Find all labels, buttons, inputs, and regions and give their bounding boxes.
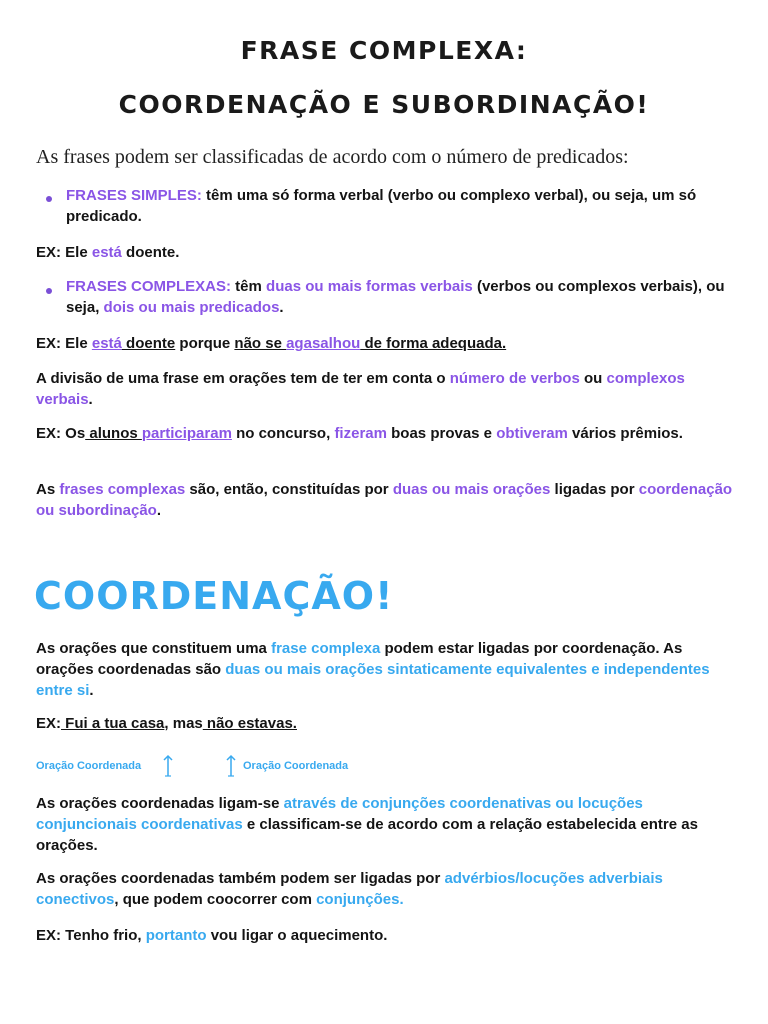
text: ligadas por [550, 481, 639, 498]
underlined-text: não estavas. [202, 715, 297, 732]
highlight: complexos verbais [36, 370, 685, 408]
highlight: coordenação ou subordinação [36, 481, 733, 519]
verb-highlight: fizeram [334, 425, 387, 442]
highlight: frase complexa [271, 640, 381, 657]
underlined-text: não se [234, 335, 287, 352]
text: As orações coordenadas também podem ser ligadas por [36, 870, 445, 887]
example-prefix: EX: [36, 715, 62, 732]
bullet-frases-simples [66, 185, 726, 227]
summary-paragraph [36, 479, 736, 521]
coordination-adverbs-paragraph [36, 868, 736, 910]
text: ou [579, 370, 607, 387]
underlined-text: Fui a tua casa [61, 715, 165, 732]
verb-highlight: participaram [141, 425, 232, 442]
example-prefix: EX: Tenho frio, [36, 927, 146, 944]
section-heading: COORDENAÇÃO! [34, 574, 394, 618]
text: (verbos ou complexos verbais), ou seja, [66, 278, 725, 316]
bullet-frases-complexas [66, 276, 726, 318]
text: vários prêmios. [567, 425, 683, 442]
highlight: conjunções. [316, 891, 404, 908]
text: , que podem coocorrer com [114, 891, 317, 908]
coordination-link-paragraph [36, 793, 736, 856]
text: . [156, 502, 162, 519]
highlight: duas ou mais orações sintaticamente equivalentes e independentes entre si [36, 661, 710, 699]
highlight: advérbios/locuções adverbiais conectivos [36, 870, 663, 908]
underlined-text: de forma adequada. [360, 335, 507, 352]
highlight: dois ou mais predicados [103, 299, 280, 316]
verb-highlight: está [91, 244, 122, 261]
example-2 [36, 333, 736, 354]
text: podem estar ligadas por coordenação. As orações coordenadas são [36, 640, 683, 678]
verb-highlight: obtiveram [496, 425, 568, 442]
text: A divisão de uma frase em orações tem de ter em conta o [36, 370, 450, 387]
example-3 [36, 423, 736, 444]
text: boas provas e [386, 425, 497, 442]
coordination-intro [36, 638, 736, 701]
text: As orações que constituem uma [36, 640, 272, 657]
verb-highlight: está [91, 335, 122, 352]
title-line-1: FRASE COMPLEXA: [240, 36, 528, 65]
underlined-text: doente [121, 335, 176, 352]
title-line-2: COORDENAÇÃO E SUBORDINAÇÃO! [118, 90, 650, 119]
text: e classificam-se de acordo com a relação estabelecida entre as orações. [36, 816, 698, 854]
example-4 [36, 713, 736, 734]
label-oracao-coordenada-right: Oração Coordenada [243, 760, 349, 772]
verb-highlight: agasalhou [286, 335, 361, 352]
text: porque [175, 335, 235, 352]
bullet-text: têm uma só forma verbal (verbo ou complexo verbal), ou seja, um só predicado. [66, 187, 697, 225]
example-rest: vou ligar o aquecimento. [206, 927, 388, 944]
highlight: através de conjunções coordenativas ou locuções conjuncionais coordenativas [36, 795, 643, 833]
example-rest: doente. [121, 244, 180, 261]
text: , mas [164, 715, 203, 732]
arrow-up-icon [226, 754, 236, 778]
example-1 [36, 242, 736, 263]
highlight: duas ou mais formas verbais [266, 278, 473, 295]
highlight: frases complexas [59, 481, 186, 498]
text: As orações coordenadas ligam-se [36, 795, 284, 812]
division-paragraph [36, 368, 736, 410]
text: têm [231, 278, 267, 295]
example-5 [36, 925, 736, 946]
arrow-up-icon [163, 754, 173, 778]
label-oracao-coordenada-left: Oração Coordenada [36, 760, 142, 772]
example-prefix: EX: Ele [36, 244, 92, 261]
text: . [88, 391, 93, 408]
example-prefix: EX: Os [36, 425, 86, 442]
text: . [89, 682, 94, 699]
bullet-dot-icon [46, 288, 52, 294]
highlight: portanto [145, 927, 207, 944]
bullet-label: FRASES SIMPLES: [66, 187, 202, 204]
text: . [279, 299, 284, 316]
highlight: número de verbos [449, 370, 580, 387]
bullet-dot-icon [46, 196, 52, 202]
underlined-text: alunos [85, 425, 142, 442]
example-prefix: EX: Ele [36, 335, 92, 352]
text: no concurso, [231, 425, 335, 442]
bullet-label: FRASES COMPLEXAS: [66, 278, 232, 295]
intro-text: As frases podem ser classificadas de acordo com o número de predicados: [36, 146, 629, 168]
highlight: duas ou mais orações [392, 481, 551, 498]
text: são, então, constituídas por [185, 481, 393, 498]
text: As [36, 481, 60, 498]
